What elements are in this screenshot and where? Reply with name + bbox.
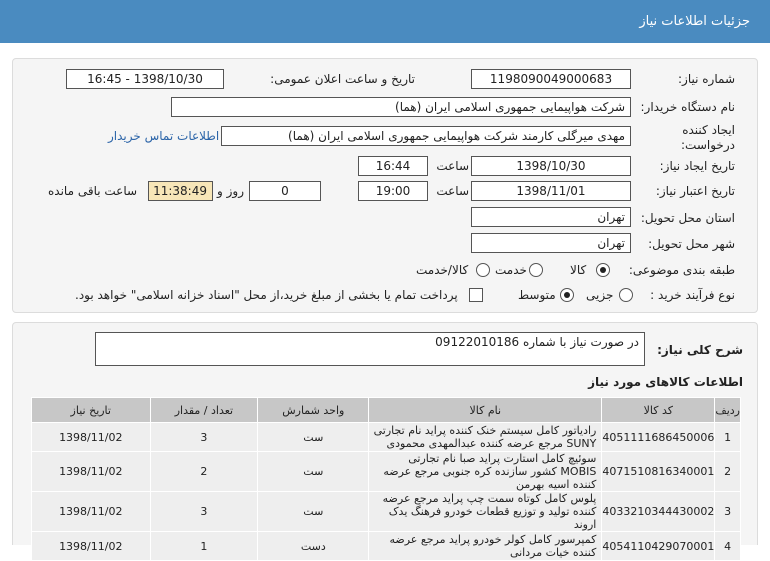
city-field: تهران — [471, 233, 631, 253]
row-date: 1398/11/02 — [32, 423, 151, 452]
creator-field: مهدی میرگلی کارمند شرکت هواپیمایی جمهوری اسلامی ایران (هما) — [221, 126, 631, 146]
remaining-days-field: 0 — [249, 181, 321, 201]
treasury-payment-note: پرداخت تمام یا بخشی از مبلغ خرید،از محل "اسناد خزانه اسلامی" خواهد بود. — [75, 288, 458, 302]
table-row — [32, 492, 741, 532]
valid-time-label: ساعت — [436, 184, 469, 198]
row-name: سوئیچ کامل استارت پراید صبا نام تجارتی MOBIS کشور سازنده کره جنوبی مرجع عرضه کننده اسیه بهرمن — [369, 452, 602, 492]
row-qty: 1 — [150, 532, 258, 561]
need-details-panel — [12, 58, 758, 313]
category-service-label: خدمت — [495, 263, 527, 277]
description-label: شرح کلی نیاز: — [657, 343, 743, 357]
need-number-field: 1198090049000683 — [471, 69, 631, 89]
col-unit-header: واحد شمارش — [258, 398, 369, 423]
process-medium-label: متوسط — [518, 288, 556, 302]
valid-date-field: 1398/11/01 — [471, 181, 631, 201]
buyer-label: نام دستگاه خریدار: — [640, 100, 735, 114]
page-title: جزئیات اطلاعات نیاز — [639, 14, 750, 29]
row-name: کمپرسور کامل کولر خودرو پراید مرجع عرضه کننده خیات مردانی — [369, 532, 602, 561]
row-unit: ست — [258, 423, 369, 452]
items-section-title: اطلاعات کالاهای مورد نیاز — [588, 375, 743, 389]
remaining-time-field: 11:38:49 — [148, 181, 213, 201]
creator-label-line2: درخواست: — [681, 138, 735, 152]
items-table-header — [32, 398, 741, 423]
process-partial-radio[interactable] — [619, 288, 633, 302]
creator-label-line1: ایجاد کننده — [682, 123, 735, 137]
category-label: طبقه بندی موضوعی: — [628, 263, 735, 277]
table-row — [32, 423, 741, 452]
row-code: 4051111686450006 — [602, 423, 715, 452]
col-code-header: کد کالا — [602, 398, 715, 423]
row-date: 1398/11/02 — [32, 492, 151, 532]
row-qty: 2 — [150, 452, 258, 492]
announce-datetime-field: 1398/10/30 - 16:45 — [66, 69, 224, 89]
created-date-field: 1398/10/30 — [471, 156, 631, 176]
items-panel — [12, 322, 758, 559]
table-row — [32, 452, 741, 492]
created-date-label: تاریخ ایجاد نیاز: — [659, 159, 735, 173]
row-code: 4033210344430002 — [602, 492, 715, 532]
row-name: پلوس کامل کوتاه سمت چپ پراید مرجع عرضه کننده تولید و توزیع قطعات خودرو فرهنگ یدک اروند — [369, 492, 602, 532]
col-date-header: تاریخ نیاز — [32, 398, 151, 423]
category-service-radio[interactable] — [529, 263, 543, 277]
row-qty: 3 — [150, 423, 258, 452]
category-goods-radio[interactable] — [596, 263, 610, 277]
description-field: در صورت نیاز با شماره 09122010186 — [95, 332, 645, 366]
row-date: 1398/11/02 — [32, 452, 151, 492]
days-label: روز و — [217, 184, 244, 198]
category-goods-service-radio[interactable] — [476, 263, 490, 277]
province-field: تهران — [471, 207, 631, 227]
row-code: 4054110429070001 — [602, 532, 715, 561]
city-label: شهر محل تحویل: — [648, 237, 735, 251]
row-unit: دست — [258, 532, 369, 561]
row-qty: 3 — [150, 492, 258, 532]
process-medium-radio[interactable] — [560, 288, 574, 302]
row-name: رادیاتور کامل سیستم خنک کننده پراید نام تجارتی SUNY مرجع عرضه کننده عبدالمهدی محمودی — [369, 423, 602, 452]
process-label: نوع فرآیند خرید : — [650, 288, 735, 302]
row-unit: ست — [258, 492, 369, 532]
items-table — [31, 397, 741, 561]
announce-datetime-label: تاریخ و ساعت اعلان عمومی: — [270, 72, 415, 86]
province-label: استان محل تحویل: — [640, 211, 735, 225]
col-index-header: ردیف — [715, 398, 741, 423]
treasury-payment-checkbox[interactable] — [469, 288, 483, 302]
valid-time-field: 19:00 — [358, 181, 428, 201]
row-index: 1 — [715, 423, 741, 452]
process-partial-label: جزیی — [586, 288, 614, 302]
row-unit: ست — [258, 452, 369, 492]
row-index: 4 — [715, 532, 741, 561]
remaining-time-label: ساعت باقی مانده — [48, 184, 138, 198]
row-date: 1398/11/02 — [32, 532, 151, 561]
page-header — [0, 0, 770, 43]
row-index: 2 — [715, 452, 741, 492]
category-goods-label: کالا — [570, 263, 587, 277]
table-row — [32, 532, 741, 561]
row-index: 3 — [715, 492, 741, 532]
created-time-label: ساعت — [436, 159, 469, 173]
buyer-field: شرکت هواپیمایی جمهوری اسلامی ایران (هما) — [171, 97, 631, 117]
col-qty-header: تعداد / مقدار — [150, 398, 258, 423]
buyer-contact-link[interactable]: اطلاعات تماس خریدار — [108, 129, 220, 143]
valid-date-label: تاریخ اعتبار نیاز: — [655, 184, 735, 198]
created-time-field: 16:44 — [358, 156, 428, 176]
category-goods-service-label: کالا/خدمت — [416, 263, 469, 277]
need-number-label: شماره نیاز: — [678, 72, 735, 86]
row-code: 4071510816340001 — [602, 452, 715, 492]
col-name-header: نام کالا — [369, 398, 602, 423]
